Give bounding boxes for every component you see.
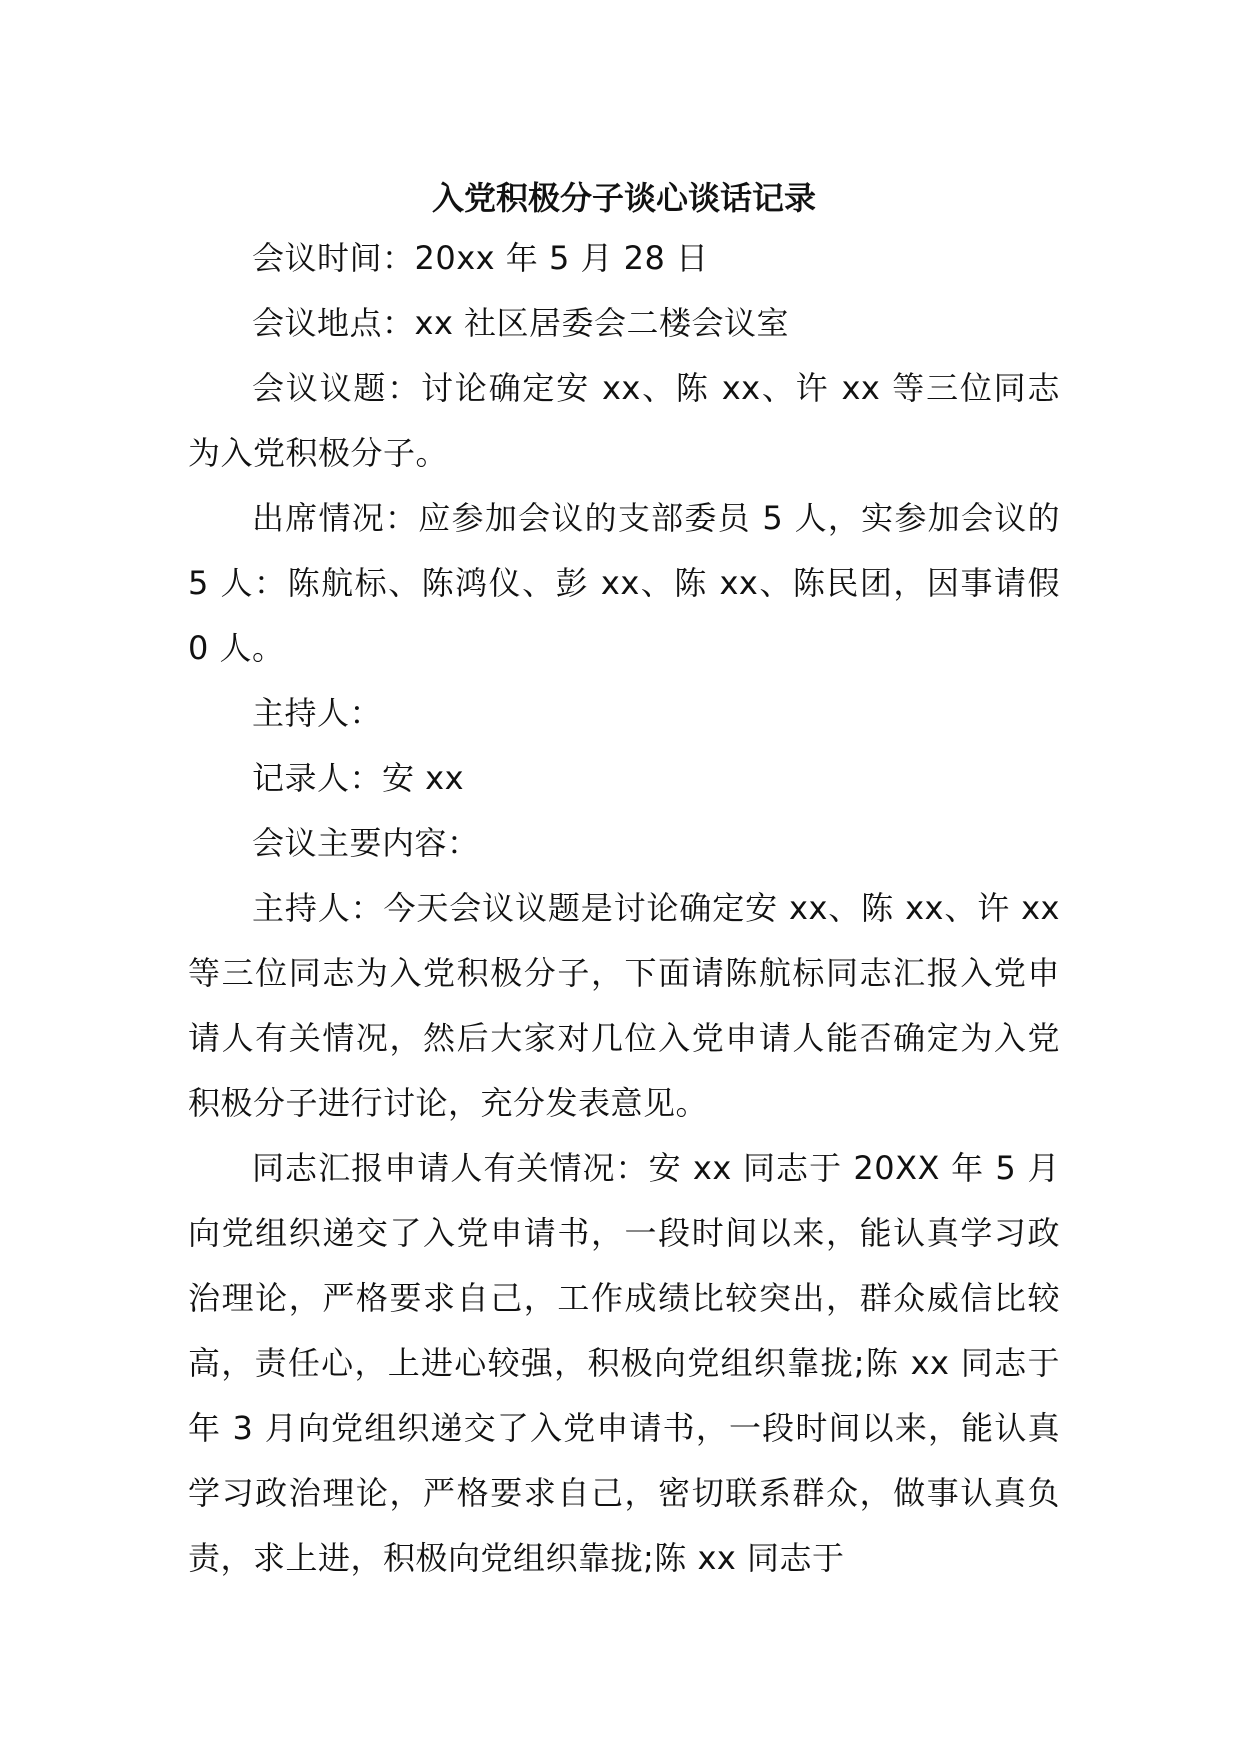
meeting-topic: 会议议题：讨论确定安 xx、陈 xx、许 xx 等三位同志为入党积极分子。 — [188, 369, 1060, 472]
attendance: 出席情况：应参加会议的支部委员 5 人，实参加会议的 5 人：陈航标、陈鸿仪、彭 xx、陈 xx、陈民团，因事请假 0 人。 — [188, 499, 1060, 667]
applicant-report: 同志汇报申请人有关情况：安 xx 同志于 20XX 年 5 月向党组织递交了入党申请书，一段时间以来，能认真学习政治理论，严格要求自己，工作成绩比较突出，群众威信比较高，责任心，上进心较强，积极向党组织靠拢;陈 xx 同志于年 3 月向党组织递交了入党申请书，一段时间以来，能认真学习政治理论，严格要求自己，密切联系群众，做事认真负责，求上进，积极向党组织靠拢;陈 xx 同志于 — [188, 1149, 1060, 1577]
host: 主持人： — [252, 694, 383, 732]
document-title: 入党积极分子谈心谈话记录 — [431, 179, 816, 217]
host-statement: 主持人：今天会议议题是讨论确定安 xx、陈 xx、许 xx 等三位同志为入党积极分子，下面请陈航标同志汇报入党申请人有关情况，然后大家对几位入党申请人能否确定为入党积极分子进行讨论，充分发表意见。 — [188, 889, 1060, 1122]
meeting-location: 会议地点：xx 社区居委会二楼会议室 — [252, 304, 790, 342]
main-content-heading: 会议主要内容： — [252, 824, 480, 862]
recorder: 记录人：安 xx — [252, 759, 465, 797]
document-page — [188, 170, 1060, 1591]
meeting-time: 会议时间：20xx 年 5 月 28 日 — [252, 239, 709, 277]
